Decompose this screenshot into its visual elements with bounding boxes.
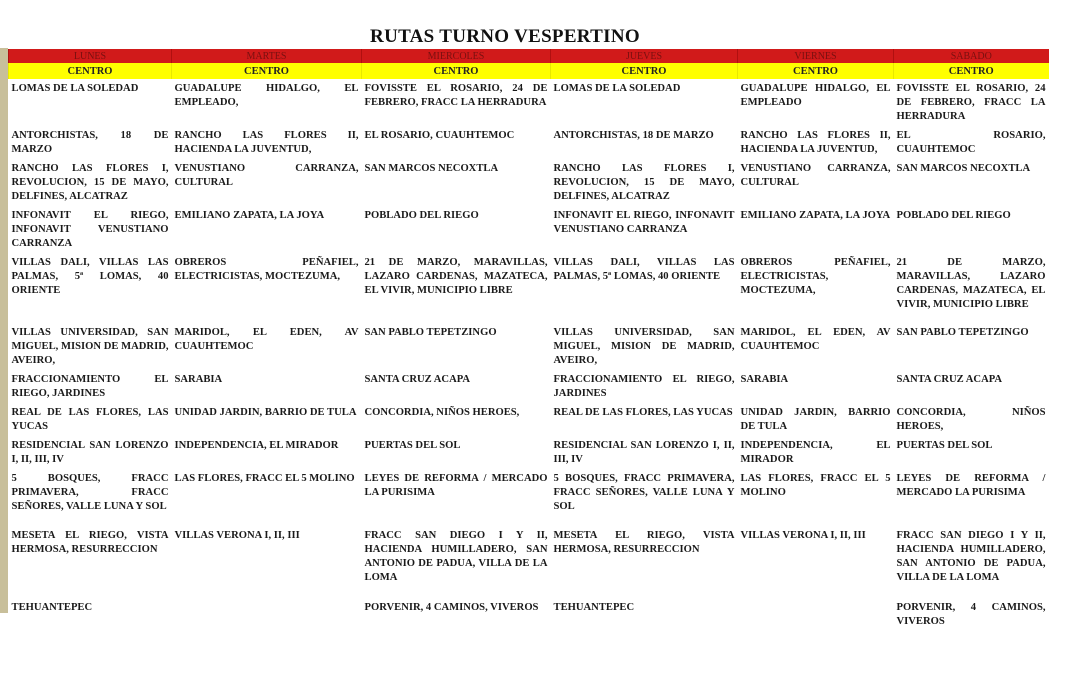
route-cell: FRACCIONAMIENTO EL RIEGO, JARDINES xyxy=(11,374,169,399)
route-cell: MESETA EL RIEGO, VISTA HERMOSA, RESURRECCION xyxy=(553,530,735,555)
route-cell: PORVENIR, 4 CAMINOS, VIVEROS xyxy=(896,602,1046,627)
routes-table xyxy=(8,49,1049,631)
page-title: RUTAS TURNO VESPERTINO xyxy=(370,26,640,47)
route-cell: TEHUANTEPEC xyxy=(11,602,93,613)
route-cell: SAN PABLO TEPETZINGO xyxy=(364,327,497,338)
day-header: LUNES xyxy=(9,49,172,63)
day-header-row xyxy=(9,49,1049,63)
route-cell: RESIDENCIAL SAN LORENZO I, II, III, IV xyxy=(11,440,169,465)
route-cell: EL ROSARIO, CUAUHTEMOC xyxy=(364,130,515,141)
zone-label: CENTRO xyxy=(9,63,172,79)
day-header: MIERCOLES xyxy=(362,49,551,63)
route-cell: TEHUANTEPEC xyxy=(553,602,635,613)
route-cell: EMILIANO ZAPATA, LA JOYA xyxy=(174,210,325,221)
zone-label: CENTRO xyxy=(172,63,362,79)
route-cell: FRACC SAN DIEGO I Y II, HACIENDA HUMILLADERO, SAN ANTONIO DE PADUA, VILLA DE LA LOMA xyxy=(896,530,1046,583)
route-cell: UNIDAD JARDIN, BARRIO DE TULA xyxy=(740,407,891,432)
route-cell: RANCHO LAS FLORES II, HACIENDA LA JUVENTUD, xyxy=(174,130,359,155)
route-cell: SANTA CRUZ ACAPA xyxy=(364,374,471,385)
route-cell: 21 DE MARZO, MARAVILLAS, LAZARO CARDENAS, MAZATECA, EL VIVIR, MUNICIPIO LIBRE xyxy=(896,257,1046,310)
route-cell: RANCHO LAS FLORES I, REVOLUCION, 15 DE MAYO, DELFINES, ALCATRAZ xyxy=(553,163,735,202)
left-edge-bar xyxy=(0,48,8,613)
route-cell: SARABIA xyxy=(740,374,789,385)
table-row xyxy=(9,323,1049,370)
table-row xyxy=(9,469,1049,526)
day-header: MARTES xyxy=(172,49,362,63)
route-cell: LAS FLORES, FRACC EL 5 MOLINO xyxy=(174,473,355,484)
route-cell: POBLADO DEL RIEGO xyxy=(364,210,479,221)
route-cell: FOVISSTE EL ROSARIO, 24 DE FEBRERO, FRACC LA HERRADURA xyxy=(896,83,1046,122)
table-row xyxy=(9,403,1049,436)
route-cell: SAN MARCOS NECOXTLA xyxy=(896,163,1031,174)
route-cell: SAN PABLO TEPETZINGO xyxy=(896,327,1029,338)
route-cell: INFONAVIT EL RIEGO, INFONAVIT VENUSTIANO CARRANZA xyxy=(11,210,169,249)
route-cell: INFONAVIT EL RIEGO, INFONAVIT VENUSTIANO CARRANZA xyxy=(553,210,735,235)
route-cell: LEYES DE REFORMA / MERCADO LA PURISIMA xyxy=(364,473,548,498)
route-cell: PUERTAS DEL SOL xyxy=(896,440,993,451)
route-cell: CONCORDIA, NIÑOS HEROES, xyxy=(896,407,1046,432)
route-cell: LAS FLORES, FRACC EL 5 MOLINO xyxy=(740,473,891,498)
table-row xyxy=(9,79,1049,126)
route-cell: VILLAS UNIVERSIDAD, SAN MIGUEL, MISION DE MADRID, AVEIRO, xyxy=(11,327,169,366)
day-header: VIERNES xyxy=(738,49,894,63)
route-cell xyxy=(738,598,894,631)
route-cell: LOMAS DE LA SOLEDAD xyxy=(553,83,681,94)
route-cell: EMILIANO ZAPATA, LA JOYA xyxy=(740,210,891,221)
table-row xyxy=(9,436,1049,469)
route-cell: FOVISSTE EL ROSARIO, 24 DE FEBRERO, FRACC LA HERRADURA xyxy=(364,83,548,108)
route-cell: VILLAS UNIVERSIDAD, SAN MIGUEL, MISION DE MADRID, AVEIRO, xyxy=(553,327,735,366)
route-cell: SAN MARCOS NECOXTLA xyxy=(364,163,499,174)
route-cell: 5 BOSQUES, FRACC PRIMAVERA, FRACC SEÑORES, VALLE LUNA Y SOL xyxy=(11,473,169,512)
route-cell: RESIDENCIAL SAN LORENZO I, II, III, IV xyxy=(553,440,735,465)
route-cell: 21 DE MARZO, MARAVILLAS, LAZARO CARDENAS, MAZATECA, EL VIVIR, MUNICIPIO LIBRE xyxy=(364,257,548,296)
route-cell: VILLAS VERONA I, II, III xyxy=(174,530,300,541)
route-cell: RANCHO LAS FLORES I, REVOLUCION, 15 DE MAYO, DELFINES, ALCATRAZ xyxy=(11,163,169,202)
route-cell: LOMAS DE LA SOLEDAD xyxy=(11,83,139,94)
route-cell: OBREROS PEÑAFIEL, ELECTRICISTAS, MOCTEZUMA, xyxy=(174,257,359,282)
day-header: JUEVES xyxy=(551,49,738,63)
route-cell: FRACC SAN DIEGO I Y II, HACIENDA HUMILLADERO, SAN ANTONIO DE PADUA, VILLA DE LA LOMA xyxy=(364,530,548,583)
route-cell: VENUSTIANO CARRANZA, CULTURAL xyxy=(174,163,359,188)
route-cell: INDEPENDENCIA, EL MIRADOR xyxy=(174,440,339,451)
table-row xyxy=(9,126,1049,159)
route-cell: MESETA EL RIEGO, VISTA HERMOSA, RESURRECCION xyxy=(11,530,169,555)
route-cell: POBLADO DEL RIEGO xyxy=(896,210,1011,221)
zone-label: CENTRO xyxy=(894,63,1049,79)
table-row xyxy=(9,253,1049,323)
route-cell: GUADALUPE HIDALGO, EL EMPLEADO, xyxy=(174,83,359,108)
route-cell: INDEPENDENCIA, EL MIRADOR xyxy=(740,440,891,465)
route-cell: SANTA CRUZ ACAPA xyxy=(896,374,1003,385)
route-cell: SARABIA xyxy=(174,374,223,385)
route-cell: VILLAS DALI, VILLAS LAS PALMAS, 5ª LOMAS, 40 ORIENTE xyxy=(11,257,169,296)
route-cell: OBREROS PEÑAFIEL, ELECTRICISTAS, MOCTEZUMA, xyxy=(740,257,891,296)
table-row xyxy=(9,206,1049,253)
table-row xyxy=(9,526,1049,598)
route-cell: 5 BOSQUES, FRACC PRIMAVERA, FRACC SEÑORES, VALLE LUNA Y SOL xyxy=(553,473,735,512)
zone-label: CENTRO xyxy=(362,63,551,79)
route-cell: PUERTAS DEL SOL xyxy=(364,440,461,451)
route-cell: GUADALUPE HIDALGO, EL EMPLEADO xyxy=(740,83,891,108)
route-cell: RANCHO LAS FLORES II, HACIENDA LA JUVENTUD, xyxy=(740,130,891,155)
table-row xyxy=(9,370,1049,403)
route-cell: MARIDOL, EL EDEN, AV CUAUHTEMOC xyxy=(740,327,891,352)
routes-body xyxy=(9,79,1049,631)
table-row xyxy=(9,598,1049,631)
route-cell: CONCORDIA, NIÑOS HEROES, xyxy=(364,407,520,418)
route-cell: VILLAS DALI, VILLAS LAS PALMAS, 5ª LOMAS, 40 ORIENTE xyxy=(553,257,735,282)
route-cell: ANTORCHISTAS, 18 DE MARZO xyxy=(553,130,714,141)
route-cell: VENUSTIANO CARRANZA, CULTURAL xyxy=(740,163,891,188)
route-cell: REAL DE LAS FLORES, LAS YUCAS xyxy=(11,407,169,432)
route-cell: MARIDOL, EL EDEN, AV CUAUHTEMOC xyxy=(174,327,359,352)
route-cell: REAL DE LAS FLORES, LAS YUCAS xyxy=(553,407,733,418)
day-header: SABADO xyxy=(894,49,1049,63)
zone-row xyxy=(9,63,1049,79)
route-cell: VILLAS VERONA I, II, III xyxy=(740,530,866,541)
route-cell: FRACCIONAMIENTO EL RIEGO, JARDINES xyxy=(553,374,735,399)
zone-label: CENTRO xyxy=(551,63,738,79)
zone-label: CENTRO xyxy=(738,63,894,79)
table-row xyxy=(9,159,1049,206)
route-cell: ANTORCHISTAS, 18 DE MARZO xyxy=(11,130,169,155)
route-cell: EL ROSARIO, CUAUHTEMOC xyxy=(896,130,1046,155)
route-cell: UNIDAD JARDIN, BARRIO DE TULA xyxy=(174,407,357,418)
route-cell xyxy=(172,598,362,631)
route-cell: LEYES DE REFORMA / MERCADO LA PURISIMA xyxy=(896,473,1046,498)
route-cell: PORVENIR, 4 CAMINOS, VIVEROS xyxy=(364,602,539,613)
